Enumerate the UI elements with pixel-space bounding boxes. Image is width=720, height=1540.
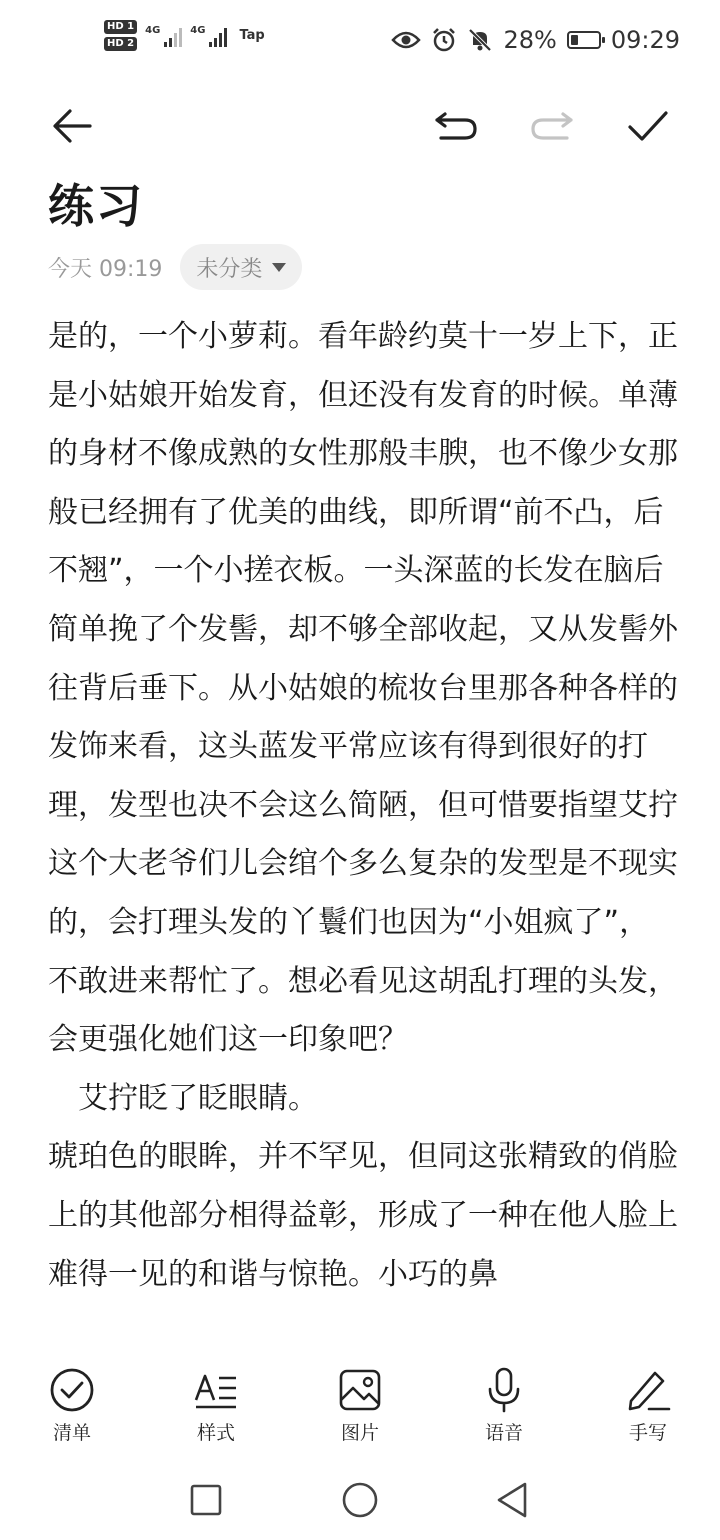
category-dropdown[interactable] (180, 244, 302, 290)
image-label: 图片 (340, 1422, 379, 1444)
system-navbar (0, 1468, 720, 1540)
editor-toolbar (0, 96, 720, 156)
text-style-icon (194, 1370, 238, 1410)
network-type-2: 4G (190, 24, 206, 36)
handwriting-button[interactable] (603, 1366, 693, 1445)
checklist-button[interactable] (27, 1366, 117, 1445)
status-icons (391, 26, 680, 54)
hd-badge-1: HD 1 (104, 20, 137, 34)
note-date: 今天 09:19 (48, 256, 163, 282)
nav-back-button[interactable] (488, 1476, 536, 1524)
signal-icon-2 (190, 25, 227, 47)
dropdown-triangle-icon (272, 263, 286, 272)
hd-badge-2: HD 2 (104, 37, 137, 51)
check-icon (626, 109, 670, 143)
back-icon (495, 1481, 529, 1519)
save-button[interactable] (622, 100, 674, 152)
checklist-label: 清单 (52, 1422, 91, 1444)
network-type-1: 4G (145, 24, 161, 36)
voice-button[interactable] (459, 1366, 549, 1445)
mute-icon (467, 27, 493, 53)
paragraph: 是的，一个小萝莉。看年龄约莫十一岁上下，正是小姑娘开始发育，但还没有发育的时候。单薄的身材不像成熟的女性那般丰腴，也不像少女那般已经拥有了优美的曲线，即所谓“前不凸，后不翘”，一个小搓衣板。一头深蓝的长发在脑后简单挽了个发髻，却不够全部收起，又从发髻外往背后垂下。从小姑娘的梳妆台里那各种各样的发饰来看，这头蓝发平常应该有得到很好的打理，发型也决不会这么简陋，但可惜要指望艾拧这个大老爷们儿会绾个多么复杂的发型是不现实的，会打理头发的丫鬟们也因为“小姐疯了”，不敢进来帮忙了。想必看见这胡乱打理的头发，会更强化她们这一印象吧？ (48, 319, 678, 1058)
redo-icon (529, 110, 575, 142)
network-indicators (104, 20, 265, 51)
category-label: 未分类 (196, 256, 263, 282)
signal-icon (145, 25, 182, 47)
battery-icon (567, 31, 601, 49)
eye-icon (391, 30, 421, 50)
clock: 09:29 (610, 26, 680, 54)
checklist-icon (49, 1367, 95, 1413)
carrier-label: Tap (239, 28, 265, 43)
image-button[interactable] (315, 1366, 405, 1445)
handwriting-label: 手写 (628, 1422, 667, 1444)
recent-apps-icon (189, 1483, 223, 1517)
voice-label: 语音 (484, 1422, 523, 1444)
recent-apps-button[interactable] (182, 1476, 230, 1524)
home-icon (341, 1481, 379, 1519)
redo-button[interactable] (526, 100, 578, 152)
battery-percent: 28% (503, 26, 557, 54)
microphone-icon (486, 1367, 522, 1413)
paragraph: 艾拧眨了眨眼睛。 (48, 1080, 318, 1116)
pen-icon (625, 1367, 671, 1413)
bottom-toolbar (0, 1366, 720, 1450)
undo-button[interactable] (430, 100, 482, 152)
note-body[interactable] (48, 308, 678, 1356)
image-icon (338, 1368, 382, 1412)
text-style-button[interactable] (171, 1366, 261, 1445)
status-bar (0, 0, 720, 84)
paragraph: 琥珀色的眼眸，并不罕见，但同这张精致的俏脸上的其他部分相得益彰，形成了一种在他人脸上难得一见的和谐与惊艳。小巧的鼻 (48, 1139, 678, 1292)
home-button[interactable] (336, 1476, 384, 1524)
back-arrow-icon (50, 106, 94, 146)
note-meta (48, 244, 302, 290)
back-button[interactable] (46, 100, 98, 152)
text-style-label: 样式 (196, 1422, 235, 1444)
undo-icon (433, 110, 479, 142)
note-title[interactable]: 练习 (48, 179, 144, 233)
alarm-icon (431, 27, 457, 53)
